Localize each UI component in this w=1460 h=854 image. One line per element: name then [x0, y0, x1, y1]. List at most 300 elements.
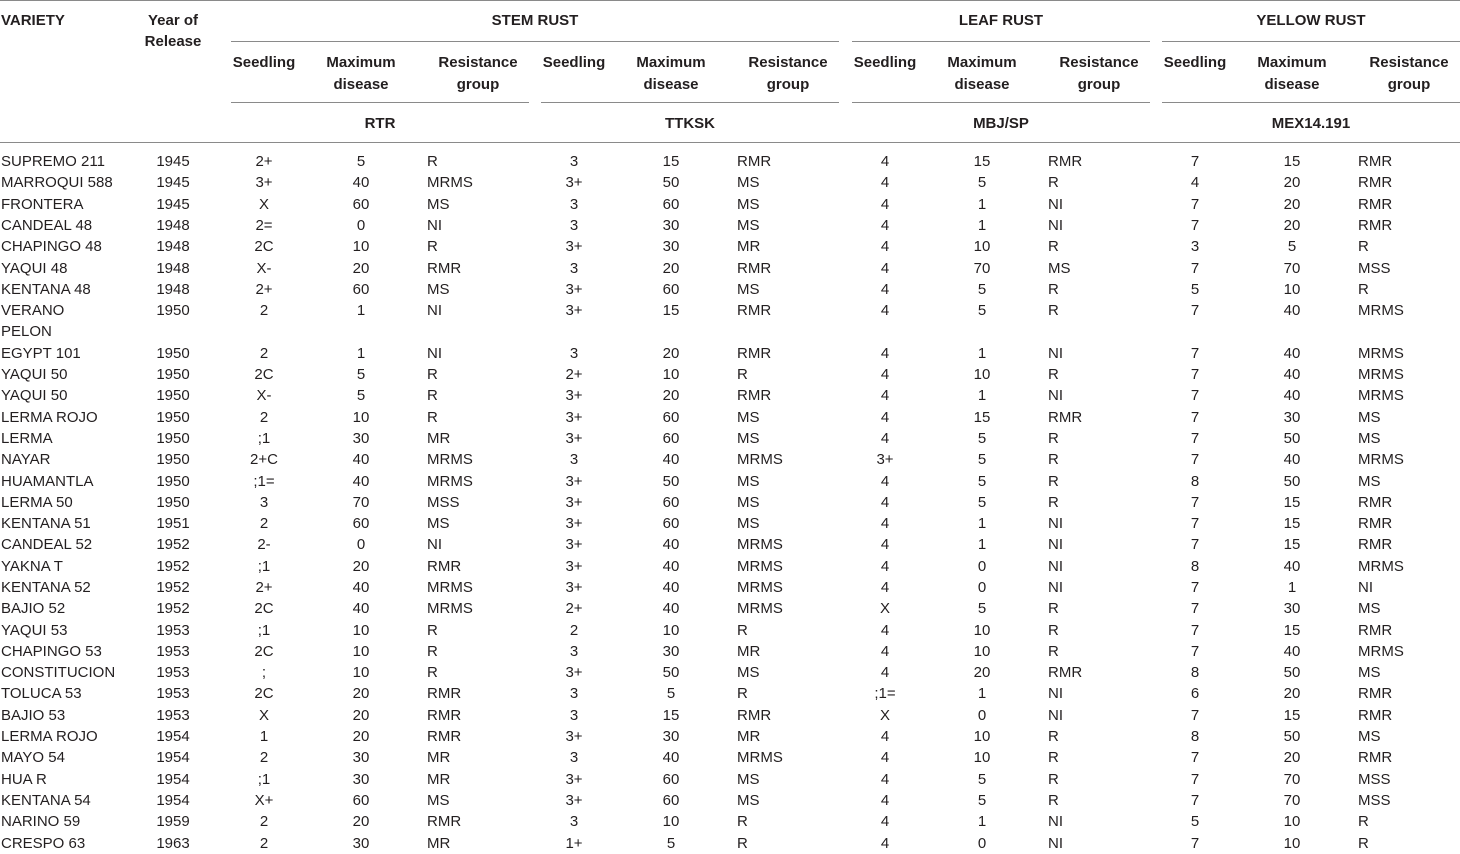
- max-disease-cell: 40: [662, 749, 680, 766]
- year-cell: 1945: [156, 174, 190, 191]
- seedling-cell: 7: [1190, 835, 1200, 852]
- max-disease-cell: 20: [1283, 749, 1301, 766]
- variety-cell: CANDEAL 52: [1, 536, 93, 553]
- seedling-header: Seedling: [542, 54, 606, 71]
- max-disease-cell: 1: [977, 685, 987, 702]
- max-disease-cell: 40: [352, 174, 370, 191]
- year-cell: 1945: [156, 196, 190, 213]
- resistance-group-cell: MRMS: [737, 451, 783, 468]
- variety-cell: CHAPINGO 48: [1, 238, 102, 255]
- max-disease-cell: 15: [1283, 515, 1301, 532]
- max-disease-cell: 20: [1283, 174, 1301, 191]
- max-disease-cell: 50: [662, 664, 680, 681]
- max-disease-cell: 15: [662, 302, 680, 319]
- resistance-group-cell: R: [427, 153, 438, 170]
- resistance-group-cell: R: [427, 238, 438, 255]
- resistance-group-cell: MS: [427, 196, 450, 213]
- resistance-group-cell: MR: [737, 643, 761, 660]
- resistance-group-cell: NI: [1048, 217, 1063, 234]
- max-disease-cell: 15: [1283, 536, 1301, 553]
- resistance-group-cell: NI: [427, 536, 442, 553]
- seedling-cell: 4: [880, 196, 890, 213]
- max-disease-cell: 40: [352, 473, 370, 490]
- resistance-group-cell: NI: [427, 345, 442, 362]
- seedling-cell: 4: [880, 366, 890, 383]
- seedling-cell: X: [879, 600, 890, 617]
- max-disease-cell: 0: [356, 217, 366, 234]
- year-cell: 1950: [156, 451, 190, 468]
- max-disease-cell: 5: [977, 792, 987, 809]
- max-disease-cell: 15: [973, 153, 991, 170]
- variety-cell: YAQUI 50: [1, 387, 68, 404]
- variety-cell: VERANO: [1, 302, 65, 319]
- variety-cell: MAYO 54: [1, 749, 65, 766]
- resistance-group-cell: RMR: [1048, 153, 1083, 170]
- seedling-cell: 8: [1190, 728, 1200, 745]
- variety-cell: BAJIO 53: [1, 707, 66, 724]
- seedling-cell: 7: [1190, 153, 1200, 170]
- seedling-cell: 3+: [565, 281, 583, 298]
- max-disease-cell: 10: [352, 409, 370, 426]
- leaf-rust-group-rule: [852, 41, 1150, 42]
- seedling-cell: 7: [1190, 387, 1200, 404]
- resistance-group-cell: MS: [427, 281, 450, 298]
- max-disease-cell: 30: [352, 835, 370, 852]
- max-disease-cell: 5: [977, 281, 987, 298]
- resistance-group-cell: MS: [737, 515, 760, 532]
- seedling-cell: 2-: [257, 536, 271, 553]
- seedling-cell: 4: [880, 792, 890, 809]
- year-cell: 1950: [156, 366, 190, 383]
- resistance-group-cell: RMR: [1358, 217, 1393, 234]
- resistance-group-cell: R: [1048, 430, 1059, 447]
- seedling-cell: 4: [880, 536, 890, 553]
- resistance-group-cell: MS: [737, 771, 760, 788]
- max-disease-cell: 10: [973, 728, 991, 745]
- seedling-cell: 4: [1190, 174, 1200, 191]
- seedling-header: Seedling: [232, 54, 296, 71]
- max-disease-cell: 20: [973, 664, 991, 681]
- max-disease-cell: 10: [662, 622, 680, 639]
- max-disease-cell: 20: [352, 813, 370, 830]
- year-cell: 1948: [156, 260, 190, 277]
- seedling-cell: X+: [254, 792, 274, 809]
- variety-cell: KENTANA 51: [1, 515, 91, 532]
- resistance-group-cell: MS: [737, 196, 760, 213]
- max-disease-cell: 70: [1283, 771, 1301, 788]
- max-disease-cell: 0: [977, 579, 987, 596]
- sub-header-rule: [852, 102, 1150, 103]
- max-disease-cell: 0: [977, 835, 987, 852]
- variety-cell: SUPREMO 211: [1, 153, 105, 170]
- resistance-group-cell: NI: [1048, 558, 1063, 575]
- max-disease-cell: 60: [662, 430, 680, 447]
- max-disease-cell: 5: [977, 771, 987, 788]
- max-disease-cell: 5: [666, 685, 676, 702]
- year-cell: 1953: [156, 707, 190, 724]
- max-disease-cell: 15: [1283, 494, 1301, 511]
- max-disease-cell: 10: [662, 366, 680, 383]
- seedling-cell: 3+: [565, 473, 583, 490]
- max-disease-cell: 40: [352, 451, 370, 468]
- max-disease-cell: 40: [1283, 345, 1301, 362]
- max-disease-cell: 70: [973, 260, 991, 277]
- resistance-group-cell: R: [1048, 281, 1059, 298]
- stem-rust-title: STEM RUST: [491, 12, 579, 29]
- max-disease-cell: 30: [662, 728, 680, 745]
- seedling-cell: 3+: [565, 174, 583, 191]
- resistance-group-cell: RMR: [427, 728, 462, 745]
- resistance-group-cell: NI: [1048, 536, 1063, 553]
- resistance-group-cell: MRMS: [427, 174, 473, 191]
- resistance-group-cell: R: [427, 366, 438, 383]
- seedling-cell: ;1: [257, 430, 271, 447]
- max-disease-cell: 1: [356, 302, 366, 319]
- max-disease-header-line2: disease: [643, 76, 699, 93]
- max-disease-cell: 60: [352, 281, 370, 298]
- year-cell: 1952: [156, 536, 190, 553]
- seedling-cell: 3: [569, 217, 579, 234]
- resistance-group-cell: MS: [737, 664, 760, 681]
- resistance-group-cell: RMR: [427, 707, 462, 724]
- variety-cell: MARROQUI 588: [1, 174, 113, 191]
- resistance-group-cell: RMR: [427, 260, 462, 277]
- seedling-cell: 3+: [565, 494, 583, 511]
- resistance-group-cell: RMR: [1358, 622, 1393, 639]
- year-cell: 1951: [156, 515, 190, 532]
- resistance-group-cell: RMR: [737, 387, 772, 404]
- stem-rust-group-rule: [231, 41, 839, 42]
- seedling-cell: 5: [1190, 813, 1200, 830]
- max-disease-cell: 60: [662, 409, 680, 426]
- resistance-group-cell: R: [427, 622, 438, 639]
- seedling-cell: 7: [1190, 196, 1200, 213]
- seedling-cell: 3+: [565, 238, 583, 255]
- seedling-cell: 7: [1190, 515, 1200, 532]
- max-disease-cell: 10: [973, 622, 991, 639]
- seedling-cell: 4: [880, 238, 890, 255]
- seedling-cell: 1: [259, 728, 269, 745]
- seedling-cell: 2: [259, 515, 269, 532]
- max-disease-cell: 40: [352, 600, 370, 617]
- variety-cell: BAJIO 52: [1, 600, 66, 617]
- seedling-cell: 7: [1190, 302, 1200, 319]
- sub-header-rule: [541, 102, 839, 103]
- resistance-group-cell: RMR: [1358, 196, 1393, 213]
- max-disease-cell: 10: [352, 238, 370, 255]
- max-disease-cell: 50: [662, 174, 680, 191]
- seedling-cell: 2+: [565, 366, 583, 383]
- resistance-group-cell: MS: [1048, 260, 1071, 277]
- max-disease-cell: 10: [973, 238, 991, 255]
- resistance-group-cell: NI: [1048, 345, 1063, 362]
- resistance-group-cell: MR: [427, 771, 451, 788]
- seedling-cell: 1+: [565, 835, 583, 852]
- resistance-group-header-line1: Resistance: [1369, 54, 1449, 71]
- seedling-cell: 7: [1190, 451, 1200, 468]
- seedling-cell: 2C: [254, 685, 274, 702]
- resistance-group-cell: MS: [427, 792, 450, 809]
- seedling-cell: 2C: [254, 600, 274, 617]
- seedling-cell: 7: [1190, 217, 1200, 234]
- resistance-group-cell: R: [427, 387, 438, 404]
- seedling-cell: 3+: [565, 771, 583, 788]
- resistance-group-cell: R: [737, 622, 748, 639]
- resistance-group-cell: MRMS: [1358, 451, 1404, 468]
- max-disease-cell: 60: [662, 792, 680, 809]
- seedling-cell: 4: [880, 579, 890, 596]
- max-disease-cell: 5: [977, 473, 987, 490]
- resistance-group-cell: R: [1048, 494, 1059, 511]
- resistance-group-cell: MRMS: [427, 600, 473, 617]
- max-disease-cell: 40: [1283, 387, 1301, 404]
- year-cell: 1954: [156, 771, 190, 788]
- max-disease-cell: 30: [662, 217, 680, 234]
- year-cell: 1953: [156, 664, 190, 681]
- seedling-cell: 8: [1190, 473, 1200, 490]
- max-disease-header-line1: Maximum: [326, 54, 396, 71]
- year-cell: 1954: [156, 749, 190, 766]
- year-cell: 1954: [156, 792, 190, 809]
- resistance-group-cell: R: [1048, 451, 1059, 468]
- seedling-cell: 2: [259, 749, 269, 766]
- max-disease-cell: 30: [352, 749, 370, 766]
- seedling-cell: 7: [1190, 792, 1200, 809]
- year-cell: 1948: [156, 217, 190, 234]
- year-cell: 1945: [156, 153, 190, 170]
- resistance-group-cell: RMR: [1358, 494, 1393, 511]
- resistance-group-cell: R: [1048, 600, 1059, 617]
- max-disease-cell: 5: [977, 302, 987, 319]
- resistance-group-cell: R: [1048, 473, 1059, 490]
- seedling-cell: 7: [1190, 430, 1200, 447]
- seedling-cell: 3+: [255, 174, 273, 191]
- max-disease-cell: 10: [352, 643, 370, 660]
- resistance-group-cell: MS: [1358, 600, 1381, 617]
- seedling-header: Seedling: [1163, 54, 1227, 71]
- year-cell: 1954: [156, 728, 190, 745]
- variety-cell: FRONTERA: [1, 196, 84, 213]
- resistance-group-cell: NI: [1048, 707, 1063, 724]
- max-disease-cell: 5: [356, 366, 366, 383]
- resistance-group-cell: R: [1358, 835, 1369, 852]
- resistance-group-cell: MS: [1358, 430, 1381, 447]
- max-disease-cell: 1: [977, 217, 987, 234]
- resistance-group-cell: R: [1358, 238, 1369, 255]
- seedling-cell: 2+: [255, 579, 273, 596]
- max-disease-cell: 5: [977, 451, 987, 468]
- variety-cell: LERMA ROJO: [1, 728, 98, 745]
- max-disease-cell: 5: [1287, 238, 1297, 255]
- resistance-group-cell: MRMS: [1358, 387, 1404, 404]
- max-disease-cell: 30: [662, 238, 680, 255]
- max-disease-cell: 20: [662, 387, 680, 404]
- max-disease-cell: 60: [352, 196, 370, 213]
- max-disease-cell: 5: [977, 494, 987, 511]
- seedling-cell: 4: [880, 217, 890, 234]
- max-disease-cell: 20: [352, 558, 370, 575]
- resistance-group-cell: RMR: [737, 260, 772, 277]
- max-disease-cell: 70: [352, 494, 370, 511]
- seedling-cell: 4: [880, 835, 890, 852]
- seedling-cell: 2C: [254, 238, 274, 255]
- resistance-group-cell: MRMS: [427, 451, 473, 468]
- seedling-cell: ;1: [257, 771, 271, 788]
- year-cell: 1953: [156, 685, 190, 702]
- seedling-cell: 3+: [565, 664, 583, 681]
- max-disease-cell: 15: [1283, 707, 1301, 724]
- seedling-cell: 3+: [565, 515, 583, 532]
- resistance-group-cell: MR: [427, 430, 451, 447]
- resistance-group-cell: R: [1048, 728, 1059, 745]
- seedling-cell: 7: [1190, 622, 1200, 639]
- resistance-group-header-line1: Resistance: [438, 54, 518, 71]
- max-disease-cell: 10: [1283, 813, 1301, 830]
- resistance-group-cell: MRMS: [1358, 558, 1404, 575]
- max-disease-cell: 10: [973, 749, 991, 766]
- year-header-line1: Year of: [147, 12, 199, 29]
- max-disease-cell: 1: [1287, 579, 1297, 596]
- seedling-cell: 4: [880, 749, 890, 766]
- resistance-group-header-line1: Resistance: [1059, 54, 1139, 71]
- resistance-group-cell: MR: [737, 238, 761, 255]
- variety-cell: CRESPO 63: [1, 835, 86, 852]
- variety-cell: LERMA 50: [1, 494, 73, 511]
- resistance-group-cell: RMR: [427, 813, 462, 830]
- seedling-cell: 2: [259, 345, 269, 362]
- seedling-cell: 3: [569, 643, 579, 660]
- resistance-group-cell: RMR: [737, 302, 772, 319]
- sub-header-rule: [231, 102, 529, 103]
- variety-cell: KENTANA 48: [1, 281, 91, 298]
- resistance-group-cell: MS: [1358, 473, 1381, 490]
- seedling-cell: 4: [880, 622, 890, 639]
- resistance-group-cell: R: [1048, 302, 1059, 319]
- year-cell: 1948: [156, 238, 190, 255]
- seedling-cell: 2: [569, 622, 579, 639]
- variety-cell: YAQUI 50: [1, 366, 68, 383]
- max-disease-cell: 1: [977, 345, 987, 362]
- max-disease-cell: 0: [356, 536, 366, 553]
- variety-cell: CANDEAL 48: [1, 217, 93, 234]
- resistance-group-cell: R: [737, 366, 748, 383]
- variety-cell: KENTANA 52: [1, 579, 91, 596]
- resistance-group-cell: RMR: [1358, 707, 1393, 724]
- resistance-group-cell: MRMS: [427, 473, 473, 490]
- seedling-cell: 4: [880, 281, 890, 298]
- seedling-cell: 4: [880, 430, 890, 447]
- seedling-cell: 7: [1190, 749, 1200, 766]
- max-disease-cell: 1: [356, 345, 366, 362]
- resistance-group-cell: MS: [737, 217, 760, 234]
- resistance-group-header-line2: group: [1387, 76, 1431, 93]
- max-disease-cell: 10: [1283, 281, 1301, 298]
- resistance-group-cell: MRMS: [737, 600, 783, 617]
- variety-cell: HUAMANTLA: [1, 473, 94, 490]
- variety-cell: EGYPT 101: [1, 345, 81, 362]
- seedling-cell: 3: [259, 494, 269, 511]
- variety-cell: LERMA ROJO: [1, 409, 98, 426]
- max-disease-cell: 30: [352, 771, 370, 788]
- resistance-group-cell: R: [1358, 813, 1369, 830]
- resistance-group-cell: MS: [1358, 728, 1381, 745]
- resistance-group-cell: MRMS: [737, 749, 783, 766]
- seedling-cell: 3: [569, 685, 579, 702]
- seedling-cell: 2: [259, 813, 269, 830]
- seedling-cell: 7: [1190, 707, 1200, 724]
- max-disease-cell: 0: [977, 558, 987, 575]
- seedling-cell: 3: [569, 345, 579, 362]
- resistance-group-cell: MS: [1358, 409, 1381, 426]
- year-cell: 1950: [156, 345, 190, 362]
- resistance-group-cell: R: [1048, 643, 1059, 660]
- year-cell: 1953: [156, 622, 190, 639]
- sub-header-rule: [1162, 102, 1460, 103]
- year-cell: 1950: [156, 494, 190, 511]
- year-cell: 1948: [156, 281, 190, 298]
- race-label: TTKSK: [665, 115, 715, 132]
- max-disease-cell: 40: [662, 558, 680, 575]
- header-bottom-rule: [0, 142, 1460, 143]
- resistance-group-cell: MRMS: [737, 579, 783, 596]
- seedling-cell: 7: [1190, 771, 1200, 788]
- max-disease-cell: 60: [662, 515, 680, 532]
- max-disease-cell: 20: [352, 685, 370, 702]
- max-disease-cell: 60: [662, 771, 680, 788]
- max-disease-cell: 60: [352, 515, 370, 532]
- resistance-group-cell: RMR: [427, 685, 462, 702]
- resistance-group-cell: RMR: [1358, 153, 1393, 170]
- seedling-cell: 4: [880, 643, 890, 660]
- race-label: RTR: [364, 115, 396, 132]
- seedling-cell: 3+: [565, 387, 583, 404]
- resistance-group-cell: R: [737, 835, 748, 852]
- resistance-group-cell: RMR: [1358, 749, 1393, 766]
- seedling-cell: 3: [569, 813, 579, 830]
- resistance-group-cell: RMR: [1358, 536, 1393, 553]
- seedling-cell: 3: [569, 260, 579, 277]
- max-disease-cell: 5: [977, 430, 987, 447]
- resistance-group-cell: R: [1358, 281, 1369, 298]
- max-disease-cell: 20: [352, 260, 370, 277]
- seedling-cell: ;1: [257, 558, 271, 575]
- max-disease-cell: 5: [356, 153, 366, 170]
- race-label: MBJ/SP: [973, 115, 1029, 132]
- max-disease-cell: 15: [662, 707, 680, 724]
- max-disease-cell: 60: [662, 281, 680, 298]
- max-disease-cell: 60: [662, 196, 680, 213]
- seedling-cell: 3+: [565, 409, 583, 426]
- max-disease-cell: 50: [1283, 473, 1301, 490]
- resistance-group-cell: MSS: [1358, 771, 1391, 788]
- seedling-cell: 8: [1190, 664, 1200, 681]
- seedling-cell: 4: [880, 728, 890, 745]
- seedling-cell: 7: [1190, 579, 1200, 596]
- variety-cell: CONSTITUCION: [1, 664, 116, 681]
- max-disease-cell: 5: [977, 174, 987, 191]
- year-header-line2: Release: [144, 33, 202, 50]
- variety-cell: NARINO 59: [1, 813, 81, 830]
- resistance-group-cell: NI: [1048, 685, 1063, 702]
- max-disease-cell: 50: [1283, 430, 1301, 447]
- seedling-cell: 4: [880, 473, 890, 490]
- seedling-cell: 3: [569, 196, 579, 213]
- max-disease-cell: 10: [352, 622, 370, 639]
- max-disease-cell: 60: [352, 792, 370, 809]
- resistance-group-header-line2: group: [456, 76, 500, 93]
- resistance-group-cell: R: [1048, 792, 1059, 809]
- seedling-cell: ;1=: [253, 473, 275, 490]
